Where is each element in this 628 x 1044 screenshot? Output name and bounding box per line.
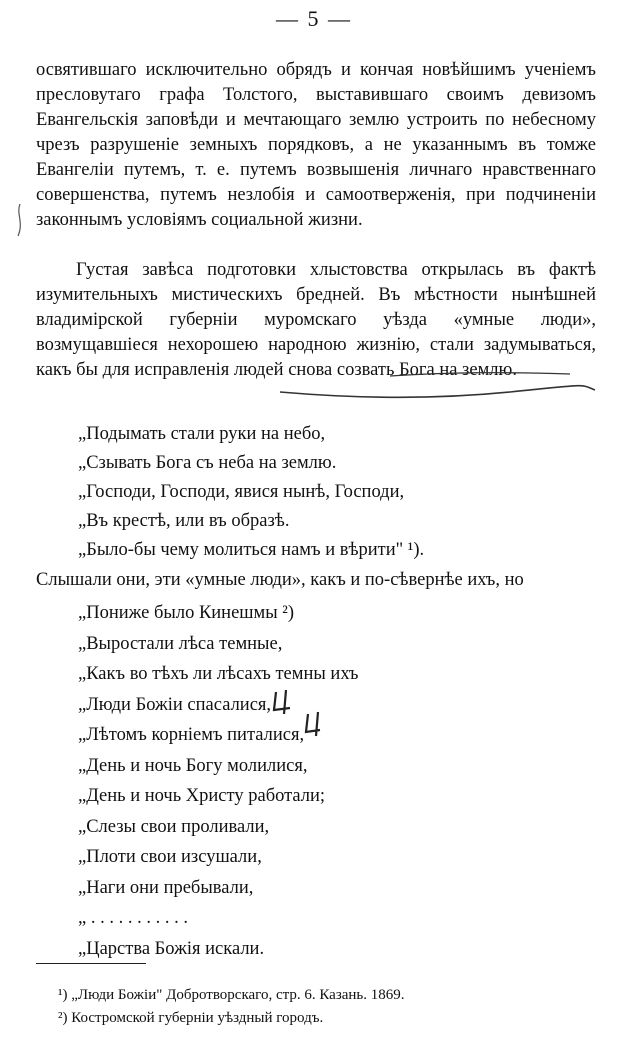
footnote-2: ²) Костромской губерніи уѣздный городъ. (58, 1010, 324, 1026)
verse-line: „Слезы свои проливали, (78, 816, 270, 837)
verse-line: „День и ночь Христу работали; (78, 786, 326, 806)
verse-line: „Плоти свои изсушали, (78, 847, 262, 867)
verse-block-2 (78, 598, 358, 964)
verse-line: „Господи, Господи, явися нынѣ, Господи, (78, 482, 405, 502)
verse-line: „Царства Божія искали. (78, 938, 265, 959)
verse-line: „Выростали лѣса темные, (78, 633, 283, 654)
paragraph-2: Густая завѣса подготовки хлыстовства открылась въ фактѣ изумительныхъ мистическихъ бредней. Въ мѣстности нынѣшней владимірской губерніи муромскаго уѣзда «умные люди», возмущавшіеся нехорошею народною жизнію, стали задумываться, какъ бы для исправленія людей снова созвать Бога на землю. (36, 260, 596, 380)
verse-line: „Сзывать Бога съ неба на землю. (78, 453, 337, 473)
verse-line: „ . . . . . . . . . . . (78, 908, 188, 928)
verse-line: „Какъ во тѣхъ ли лѣсахъ темны ихъ (78, 664, 359, 684)
verse-line: „Въ крестѣ, или въ образѣ. (78, 511, 290, 531)
paragraph-1: освятившаго исключительно обрядъ и кончая новѣйшимъ ученіемъ пресловутаго графа Толстого, выставившаго своимъ девизомъ Евангельскія заповѣди и мечтающаго землю устроить по небесному чрезъ разрушеніе земныхъ порядковъ, а не указаннымъ въ томже Евангеліи путемъ, т. е. путемъ возвышенія личнаго нравственнаго совершенства, путемъ незлобія и самоотверженія, при подчиненіи законнымъ условіямъ социальной жизни. (36, 60, 596, 230)
verse-line: „Пониже было Кинешмы ²) (78, 603, 295, 623)
verse-line: „Наги они пребывали, (78, 877, 254, 898)
footnote-1: ¹) „Люди Божіи" Добротворскаго, стр. 6. Казань. 1869. (58, 987, 405, 1003)
verse-line: „Люди Божіи спасалися, (78, 694, 272, 715)
verse-block-1 (78, 420, 424, 565)
verse-line: „Лѣтомъ корніемъ питалися, (78, 725, 305, 745)
middle-line: Слышали они, эти «умные люди», какъ и по-сѣвернѣе ихъ, но (36, 570, 524, 590)
verse-line: „Подымать стали руки на небо, (78, 424, 326, 444)
page-number: — 5 — (276, 6, 352, 31)
verse-line: „Было-бы чему молиться намъ и вѣрити" ¹). (78, 540, 425, 560)
footnote-divider (36, 963, 146, 964)
margin-mark (10, 200, 30, 240)
verse-line: „День и ночь Богу молилися, (78, 755, 308, 776)
